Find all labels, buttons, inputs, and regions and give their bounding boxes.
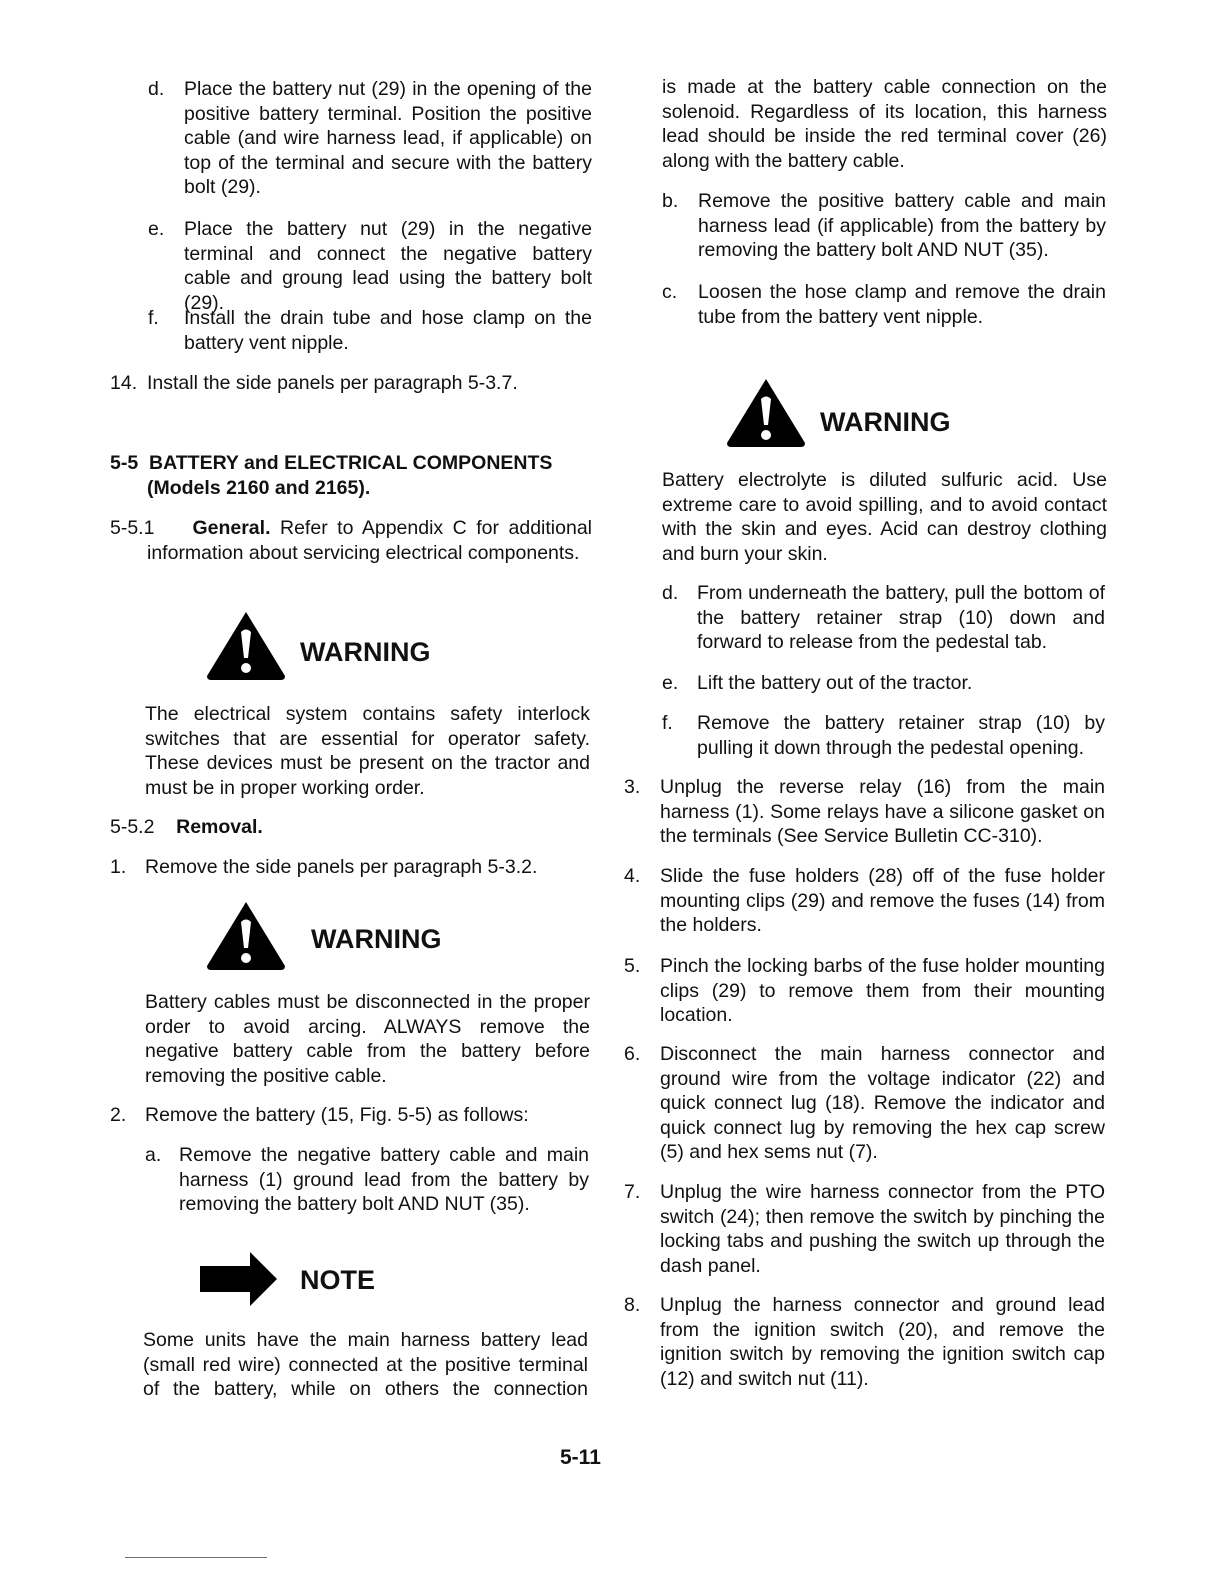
step-label: 5. [624,955,641,977]
page-number: 5-11 [560,1446,601,1469]
step-label: 4. [624,865,641,887]
step-a-text: Remove the negative battery cable and main harness (1) ground lead from the battery by removing the battery bolt AND NUT (35). [179,1144,589,1215]
warning-triangle-icon [725,377,807,449]
step-label: 14. [110,372,138,394]
note-continuation-text: is made at the battery cable connection on the solenoid. Regardless of its location, this harness lead should be inside the red terminal cover (26) along with the battery cable. [662,76,1107,172]
warning-text: Battery cables must be disconnected in the proper order to avoid arcing. ALWAYS remove the negative battery cable from the battery before removing the positive cable. [145,991,590,1087]
step-label: 6. [624,1043,641,1065]
step-label: d. [148,78,165,100]
warning-triangle-icon [205,900,287,972]
step-d-text: Place the battery nut (29) in the opening of the positive battery terminal. Position the positive cable (and wire harness lead, if applicable) on top of the terminal and secure with the battery bolt (29). [184,78,592,198]
divider-line [125,1557,267,1558]
section-title: BATTERY and ELECTRICAL COMPONENTS [149,452,553,474]
step-1-text: Remove the side panels per paragraph 5-3.2. [145,856,538,878]
warning-title: WARNING [311,924,442,954]
warning-triangle-icon [205,610,287,682]
note-arrow-icon [200,1252,278,1306]
step-4-text: Slide the fuse holders (28) off of the fuse holder mounting clips (29) and remove the fuses (14) from the holders. [660,865,1105,936]
step-e-text: Place the battery nut (29) in the negative terminal and connect the negative battery cable and groung lead using the battery bolt (29). [184,218,592,314]
step-label: 7. [624,1181,641,1203]
step-label: e. [662,672,679,694]
warning-title: WARNING [300,637,431,667]
step-label: b. [662,190,679,212]
step-label: 1. [110,856,127,878]
section-number: 5-5 [110,452,139,474]
step-label: f. [662,712,673,734]
subsection-number: 5-5.2 [110,816,155,838]
note-title: NOTE [300,1265,376,1295]
step-e-text: Lift the battery out of the tractor. [697,672,973,694]
step-3-text: Unplug the reverse relay (16) from the main harness (1). Some relays have a silicone gasket on the terminals (See Service Bulletin CC-310). [660,776,1105,847]
warning-text: The electrical system contains safety interlock switches that are essential for operator safety. These devices must be present on the tractor and must be in proper working order. [145,703,590,799]
step-label: e. [148,218,165,240]
note-text: Some units have the main harness battery lead (small red wire) connected at the positive terminal of the battery, while on others the connection [143,1329,588,1400]
step-f-text: Remove the battery retainer strap (10) by pulling it down through the pedestal opening. [697,712,1105,759]
step-5-text: Pinch the locking barbs of the fuse holder mounting clips (29) to remove them from their mounting location. [660,955,1105,1026]
step-c-text: Loosen the hose clamp and remove the drain tube from the battery vent nipple. [698,281,1106,328]
section-subtitle: (Models 2160 and 2165). [147,476,371,499]
step-label: d. [662,582,679,604]
step-label: c. [662,281,678,303]
step-label: 3. [624,776,641,798]
step-14-text: Install the side panels per paragraph 5-3.7. [147,372,518,394]
general-text: Refer to Appendix C for additional information about servicing electrical components. [147,517,592,564]
step-6-text: Disconnect the main harness connector and ground wire from the voltage indicator (22) and quick connect lug (18). Remove the indicator and quick connect lug by removing the hex cap screw (5) and hex sems nut (7). [660,1043,1105,1163]
step-2-text: Remove the battery (15, Fig. 5-5) as follows: [145,1104,529,1126]
subsection-title: Removal. [176,816,263,838]
subsection-number: 5-5.1 [110,517,155,539]
warning-text: Battery electrolyte is diluted sulfuric acid. Use extreme care to avoid spilling, and to avoid contact with the skin and eyes. Acid can destroy clothing and burn your skin. [662,469,1107,565]
step-8-text: Unplug the harness connector and ground lead from the ignition switch (20), and remove the ignition switch by removing the ignition switch cap (12) and switch nut (11). [660,1294,1105,1390]
step-f-text: Install the drain tube and hose clamp on the battery vent nipple. [184,307,592,354]
step-label: a. [145,1144,162,1166]
step-label: 2. [110,1104,127,1126]
step-7-text: Unplug the wire harness connector from the PTO switch (24); then remove the switch by pinching the locking tabs and pushing the switch up through the dash panel. [660,1181,1105,1277]
step-d-text: From underneath the battery, pull the bottom of the battery retainer strap (10) down and forward to release from the pedestal tab. [697,582,1105,653]
step-label: f. [148,307,159,329]
section-heading [110,451,600,500]
subsection-title: General. [192,517,271,539]
general-paragraph [110,516,592,565]
step-label: 8. [624,1294,641,1316]
removal-heading [110,815,555,840]
step-b-text: Remove the positive battery cable and main harness lead (if applicable) from the battery by removing the battery bolt AND NUT (35). [698,190,1106,261]
warning-title: WARNING [820,407,951,437]
